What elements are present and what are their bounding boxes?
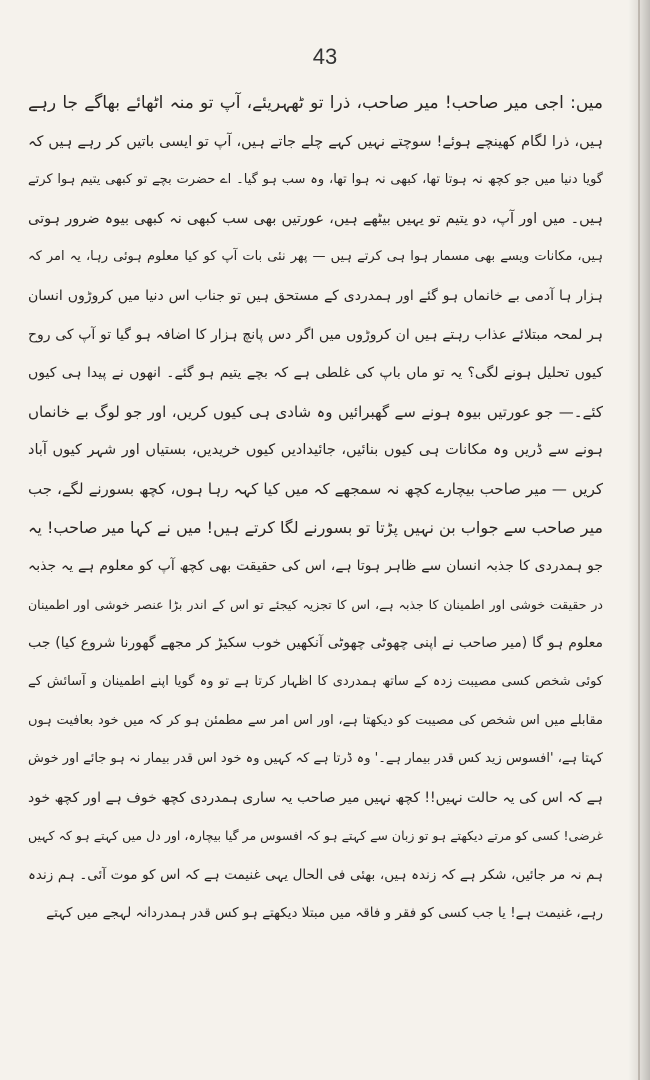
- text-line: کیوں تحلیل ہونے لگی؟ یہ تو ماں باپ کی غلطی ہے کہ بچے یتیم ہو گئے۔ انھوں نے پیدا ہی کیوں: [28, 365, 603, 382]
- text-line: معلوم ہو گا (میر صاحب نے اپنی چھوٹی چھوٹی آنکھیں خوب سکیڑ کر مجھے گھورنا شروع کیا) جب: [28, 635, 603, 652]
- text-line: ہم نہ مر جائیں، شکر ہے کہ زندہ ہیں، بھئی فی الحال یہی غنیمت ہے کہ اس کو موت آئی۔ ہم زندہ: [28, 866, 603, 883]
- text-line: گویا دنیا میں جو کچھ نہ ہوتا تھا، کبھی نہ ہوا تھا، وہ سب ہو گیا۔ اے حضرت بچے تو کبھی یتیم ہوا کرتے: [28, 172, 603, 188]
- text-line: کوئی شخص کسی مصیبت زدہ کے ساتھ ہمدردی کا اظہار کرتا ہے تو وہ گویا اپنے اطمینان و آسائش کے: [28, 673, 603, 689]
- text-line: میں: اجی میر صاحب! میر صاحب، ذرا تو ٹھہریئے، آپ تو منہ اٹھائے بھاگے جا رہے: [28, 93, 603, 113]
- text-line: مقابلے میں اس شخص کی مصیبت کو دیکھتا ہے، اور اس امر سے مطمئن ہو کر کہ میں خود بعافیت ہوں: [28, 712, 603, 728]
- text-line: ہیں۔ میں اور آپ، دو یتیم تو یہیں بیٹھے ہیں، عورتیں بھی سب کبھی نہ کبھی بیوہ ضرور ہوتی: [28, 210, 603, 227]
- text-line: در حقیقت خوشی اور اطمینان کا جذبہ ہے، اس کا تجزیہ کیجئے تو اس کے اندر بڑا عنصر خوشی اور اطمینان: [28, 596, 603, 612]
- text-line: جو ہمدردی کا جذبہ انسان سے ظاہر ہوتا ہے، اس کی حقیقت بھی کچھ آپ کو معلوم ہے یہ جذبہ: [28, 558, 603, 575]
- text-line: ہزار ہا آدمی بے خانماں ہو گئے اور ہمدردی کے مستحق ہیں تو جناب اس دنیا میں کروڑوں انسان: [28, 287, 603, 304]
- text-line: ہیں، مکانات ویسے بھی مسمار ہوا ہی کرتے ہیں — پھر نئی بات آپ کو کیا معلوم ہوئی رہا، یہ امر کہ: [28, 249, 603, 265]
- text-line: غرضی! کسی کو مرتے دیکھتے ہو تو زبان سے کہتے ہو کہ افسوس مر گیا بیچارہ، اور دل میں کہتے ہو کہ کہیں: [28, 828, 603, 844]
- text-line: کئے۔— جو عورتیں بیوہ ہونے سے گھبرائیں وہ شادی ہی کیوں کریں، اور جو لوگ بے خانماں: [28, 402, 603, 421]
- body-text: [28, 84, 603, 933]
- page-binding-shadow: [628, 0, 650, 1080]
- text-line: کہتا ہے، 'افسوس زید کس قدر بیمار ہے۔' وہ ڈرتا ہے کہ کہیں وہ خود اس قدر بیمار نہ ہو جائے اور خوش: [28, 751, 603, 767]
- text-line: میر صاحب سے جواب بن نہیں پڑتا تو بسورنے لگا کرتے ہیں! میں نے کہا میر صاحب! یہ: [28, 517, 603, 537]
- text-line: ہونے سے ڈریں وہ مکانات ہی کیوں بنائیں، جائیدادیں کیوں خریدیں، بستیاں اور شہر کیوں آباد: [28, 442, 603, 459]
- text-line: ہے کہ اس کی یہ حالت نہیں!! کچھ نہیں میر صاحب یہ ساری ہمدردی کچھ خوف ہے اور کچھ خود: [28, 789, 603, 806]
- page-number: 43: [312, 44, 338, 69]
- text-line: ہیں، ذرا لگام کھینچے ہوئے! سوچتے نہیں کہے چلے جاتے ہیں، آپ تو ایسی باتیں کر رہے ہیں کہ: [28, 133, 603, 150]
- text-line: ہر لمحہ مبتلائے عذاب رہتے ہیں ان کروڑوں میں اگر دس پانچ ہزار کا اضافہ ہو گیا تو آپ کی روح: [28, 326, 603, 343]
- text-line: رہے، غنیمت ہے! یا جب کسی کو فقر و فاقہ میں مبتلا دیکھتے ہو کس قدر ہمدردانہ لہجے میں کہتے: [46, 905, 603, 922]
- text-line: کریں — میر صاحب بیچارے کچھ نہ سمجھے کہ میں کیا کہہ رہا ہوں، کچھ بسورنے لگے، جب: [28, 479, 603, 498]
